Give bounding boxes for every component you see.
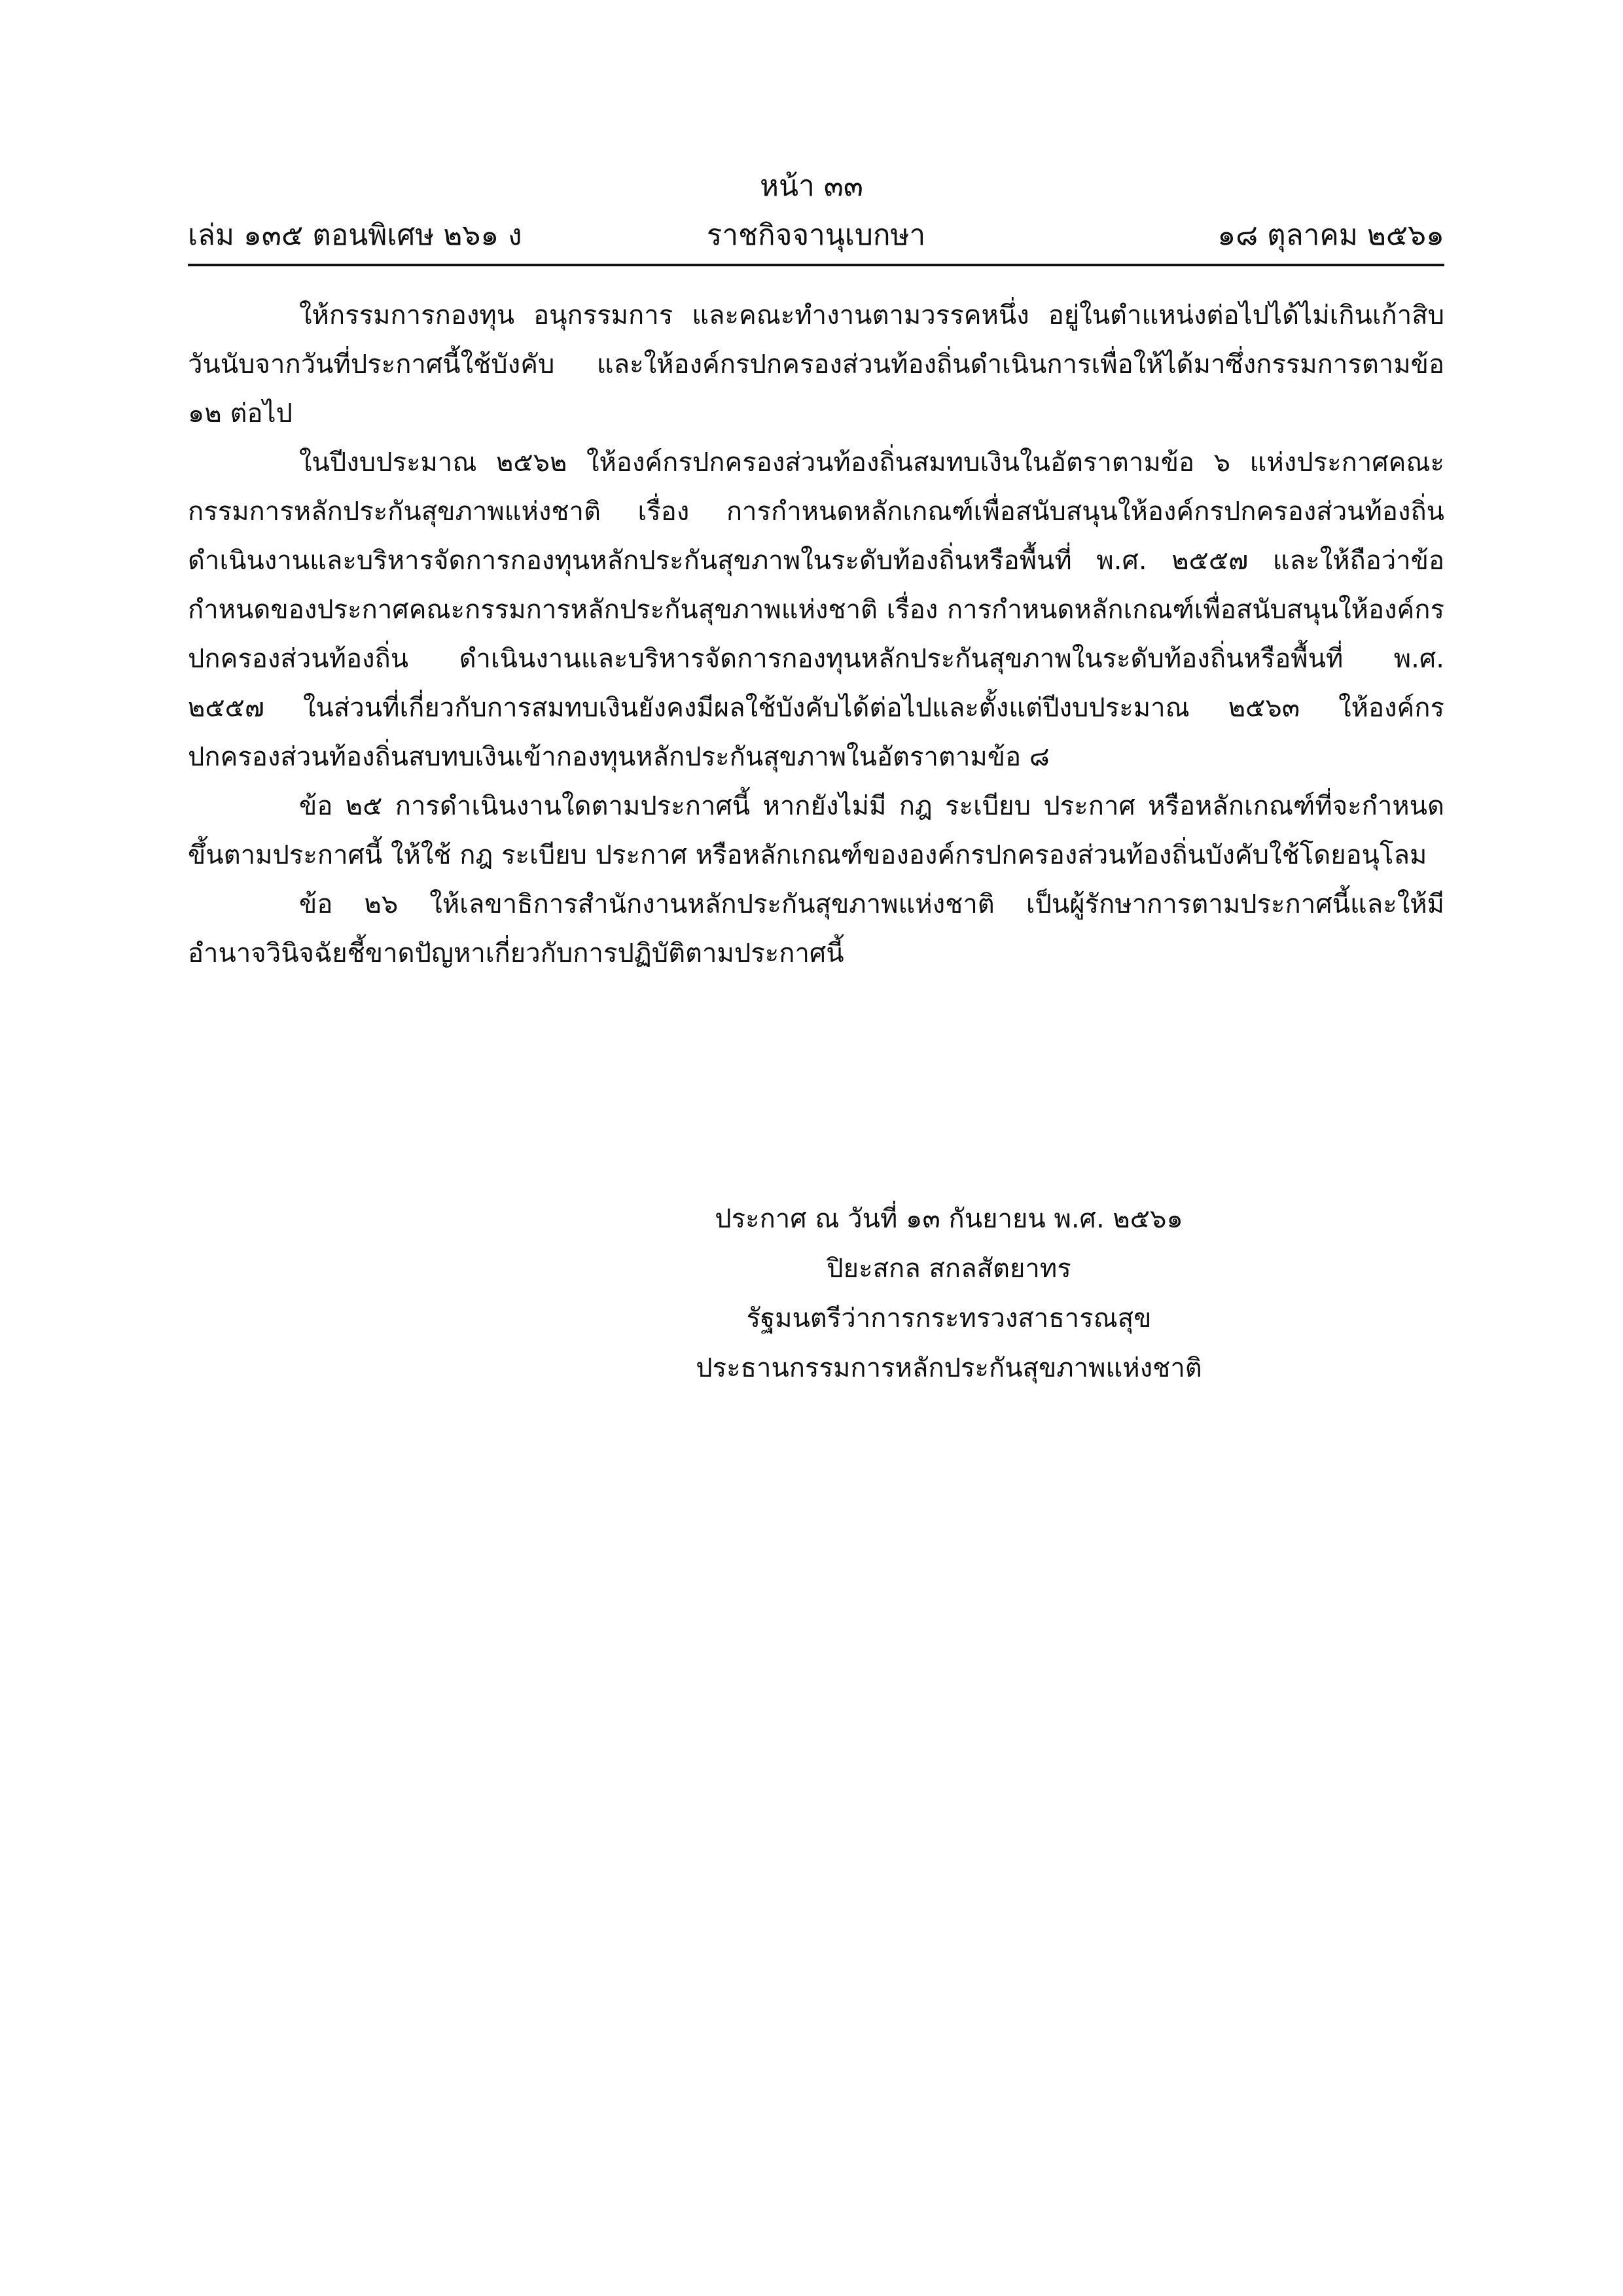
- paragraph-budget-contribution: ในปีงบประมาณ ๒๕๖๒ ให้องค์กรปกครองส่วนท้องถิ่นสมทบเงินในอัตราตามข้อ ๖ แห่งประกาศคณะกรรมการหลักประกันสุขภาพแห่งชาติ เรื่อง การกำหนดหลักเกณฑ์เพื่อสนับสนุนให้องค์กรปกครองส่วนท้องถิ่น ดำเนินงานและบริหารจัดการกองทุนหลักประกันสุขภาพในระดับท้องถิ่นหรือพื้นที่ พ.ศ. ๒๕๕๗ และให้ถือว่าข้อกำหนดของประกาศคณะกรรมการหลักประกันสุขภาพแห่งชาติ เรื่อง การกำหนดหลักเกณฑ์เพื่อสนับสนุนให้องค์กรปกครองส่วนท้องถิ่น ดำเนินงานและบริหารจัดการกองทุนหลักประกันสุขภาพในระดับท้องถิ่นหรือพื้นที่ พ.ศ. ๒๕๕๗ ในส่วนที่เกี่ยวกับการสมทบเงินยังคงมีผลใช้บังคับได้ต่อไปและตั้งแต่ปีงบประมาณ ๒๕๖๓ ให้องค์กรปกครองส่วนท้องถิ่นสบทบเงินเข้ากองทุนหลักประกันสุขภาพในอัตราตามข้อ ๘: [188, 448, 1445, 772]
- gazette-header: [188, 216, 1444, 255]
- volume-issue: เล่ม ๑๓๕ ตอนพิเศษ ๒๖๑ ง: [188, 219, 522, 252]
- signatory-position-minister: รัฐมนตรีว่าการกระทรวงสาธารณสุข: [746, 1303, 1152, 1333]
- paragraph-committee-term: ให้กรรมการกองทุน อนุกรรมการ และคณะทำงานตามวรรคหนึ่ง อยู่ในตำแหน่งต่อไปได้ไม่เกินเก้าสิบวันนับจากวันที่ประกาศนี้ใช้บังคับ และให้องค์กรปกครองส่วนท้องถิ่นดำเนินการเพื่อให้ได้มาซึ่งกรรมการตามข้อ ๑๒ ต่อไป: [188, 300, 1444, 429]
- signature-block: [589, 1194, 1309, 1393]
- signatory-position-chairman: ประธานกรรมการหลักประกันสุขภาพแห่งชาติ: [696, 1353, 1202, 1383]
- header-divider: [188, 264, 1444, 266]
- publication-date: ๑๘ ตุลาคม ๒๕๖๑: [1217, 219, 1444, 252]
- paragraph-clause-25: ข้อ ๒๕ การดำเนินงานใดตามประกาศนี้ หากยังไม่มี กฎ ระเบียบ ประกาศ หรือหลักเกณฑ์ที่จะกำหนดขึ้นตามประกาศนี้ ให้ใช้ กฎ ระเบียบ ประกาศ หรือหลักเกณฑ์ขององค์กรปกครองส่วนท้องถิ่นบังคับใช้โดยอนุโลม: [188, 791, 1444, 870]
- document-body: [188, 291, 1444, 978]
- announcement-date: ประกาศ ณ วันที่ ๑๓ กันยายน พ.ศ. ๒๕๖๑: [715, 1204, 1183, 1234]
- paragraph-clause-26: ข้อ ๒๖ ให้เลขาธิการสำนักงานหลักประกันสุขภาพแห่งชาติ เป็นผู้รักษาการตามประกาศนี้และให้มีอำนาจวินิจฉัยชี้ขาดปัญหาเกี่ยวกับการปฏิบัติตามประกาศนี้: [188, 889, 1444, 968]
- signatory-name: ปิยะสกล สกลสัตยาทร: [827, 1254, 1071, 1284]
- journal-name: ราชกิจจานุเบกษา: [706, 219, 926, 252]
- page-number: หน้า ๓๓: [760, 169, 863, 203]
